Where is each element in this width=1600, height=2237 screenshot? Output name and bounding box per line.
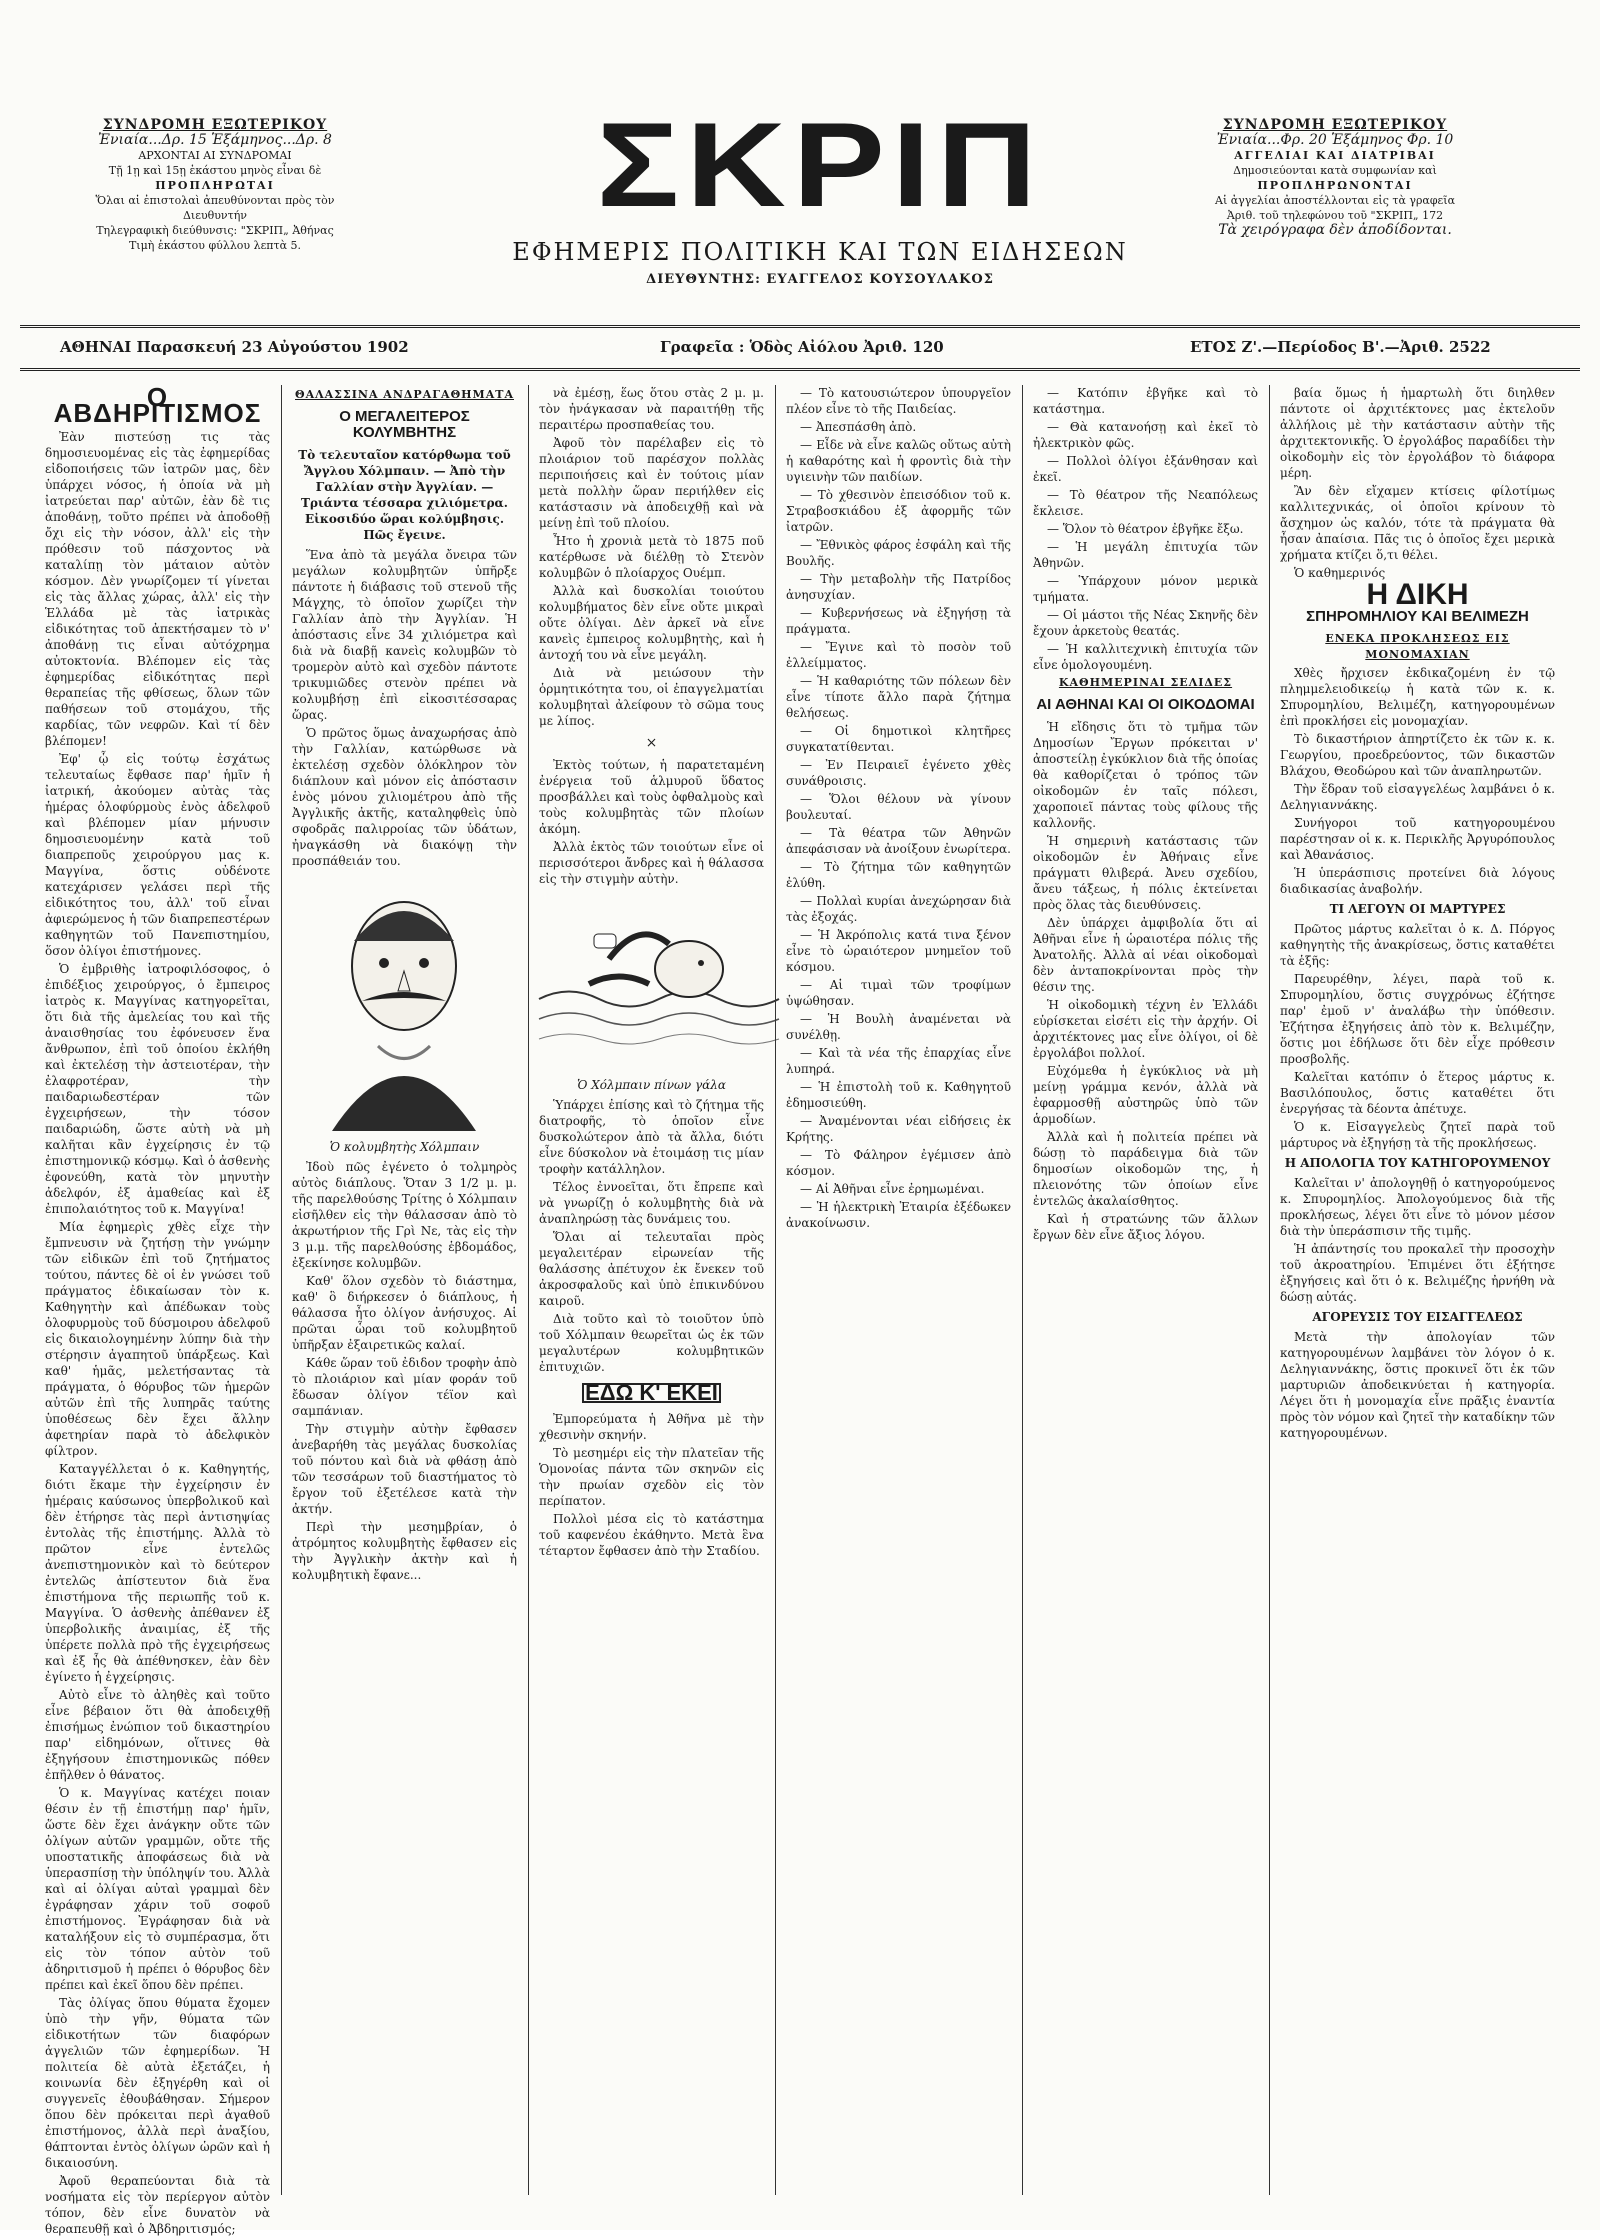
swimmer-illustration <box>539 889 764 1069</box>
c6-box-sub2: ΕΝΕΚΑ ΠΡΟΚΛΗΣΕΩΣ ΕΙΣ ΜΟΝΟΜΑΧΙΑΝ <box>1325 632 1510 661</box>
left-issue-price: Τιμὴ ἑκάστου φύλλου λεπτὰ 5. <box>128 239 302 252</box>
article-paragraph: Καὶ ἡ στρατώνης τῶν ἄλλων ἔργων δὲν εἶνε ἄξιος λόγου. <box>1033 1212 1258 1242</box>
article-paragraph: Καλεῖται κατόπιν ὁ ἕτερος μάρτυς κ. Βασιλόπουλος, ὅστις καταθέτει ὅτι ἐνεργήσας τὰ δέοντα ἀπέτυχε. <box>1280 1070 1555 1116</box>
swimmer-caption: Ὁ Χόλμπαιν πίνων γάλα <box>577 1078 726 1092</box>
article-paragraph: — Ἡ καλλιτεχνικὴ ἐπιτυχία τῶν εἶνε ὁμολογουμένη. <box>1033 642 1258 672</box>
column-3 <box>539 385 764 2195</box>
article-paragraph: Κάθε ὥραν τοῦ ἐδιδον τροφὴν ἀπὸ τὸ πλοιάριον καὶ μίαν φοράν τοῦ ἔδωσαν ὀλίγον τέϊον καὶ σαμπάνιαν. <box>292 1356 517 1418</box>
right-address-note: Αἱ ἀγγελίαι ἀποστέλλονται εἰς τὰ γραφεῖα <box>1215 194 1455 207</box>
article-paragraph: Χθὲς ἤρχισεν ἐκδικαζομένη ἐν τῷ πλημμελειοδικείῳ ἡ κατὰ τῶν κ. κ. Σπυρομηλίου, Βελιμέζη, κατηγορουμένων ἐπὶ προκλήσει εἰς μονομαχίαν. <box>1280 666 1555 728</box>
article-paragraph: Ἀλλὰ ἐκτὸς τῶν τοιούτων εἶνε οἱ περισσότεροι ἄνδρες καὶ ἡ θάλασσα εἰς τὴν στιγμὴν αὐτὴν. <box>539 840 764 886</box>
article-paragraph: Ὁ κ. Εἰσαγγελεὺς ζητεῖ παρὰ τοῦ μάρτυρος νὰ ἐξηγήσῃ τὰ τῆς προκλήσεως. <box>1280 1120 1555 1150</box>
article-paragraph: — Ἐν Πειραιεῖ ἐγένετο χθὲς συνάθροισις. <box>786 758 1011 788</box>
c4-body <box>786 385 1011 671</box>
article-paragraph: Εὐχόμεθα ἡ ἐγκύκλιος νὰ μὴ μείνῃ γράμμα κενόν, ἀλλὰ νὰ ἐφαρμοσθῇ αὐστηρῶς ὑπὸ τῶν ἁρμοδίων. <box>1033 1064 1258 1126</box>
portrait-caption: Ὁ κολυμβητὴς Χόλμπαιν <box>329 1140 480 1154</box>
c2-deck: Τὸ τελευταῖον κατόρθωμα τοῦ Ἄγγλου Χόλμπαιν. — Ἀπὸ τὴν Γαλλίαν στὴν Ἀγγλίαν. — Τριάντα τέσσαρα χιλιόμετρα. Εἰκοσιδύο ὥραι κολύμβησις. Πῶς ἔγεινε. <box>298 448 511 542</box>
article-paragraph: Ἦτο ἡ χρονιὰ μετὰ τὸ 1875 ποῦ κατέρθωσε νὰ διέλθῃ τὸ Στενὸν κολυμβῶν ὁ πλοίαρχος Ουέμπ. <box>539 534 764 580</box>
article-paragraph: Διὰ τοῦτο καὶ τὸ τοιοῦτον ὑπὸ τοῦ Χόλμπαιν θεωρεῖται ὡς ἐκ τῶν μεγαλυτέρων κολυμβητικῶν ἐπιτυχιῶν. <box>539 1312 764 1374</box>
article-paragraph: — Ὅλοι θέλουν νὰ γίνουν βουλευταί. <box>786 792 1011 822</box>
c6-body-2 <box>1280 665 1555 897</box>
article-paragraph: Ἡ οἰκοδομικὴ τέχνη ἐν Ἑλλάδι εὑρίσκεται εἰσέτι εἰς τὴν ἀρχήν. Οἱ ἀρχιτέκτονες μας εἶνε ὀλίγοι, οἱ δὲ ἐργολάβοι πολλοί. <box>1033 998 1258 1060</box>
c3-body-4 <box>539 1411 764 1559</box>
portrait-illustration <box>292 871 517 1131</box>
article-paragraph: — Ἡ Ἀκρόπολις κατά τινα ξένον εἶνε τὸ ὡραιότερον μνημεῖον τοῦ κόσμου. <box>786 928 1011 974</box>
c6-body <box>1280 385 1555 581</box>
right-phone: Ἀριθ. τοῦ τηλεφώνου τοῦ "ΣΚΡΙΠ„ 172 <box>1226 209 1444 222</box>
article-paragraph: Καλεῖται ν' ἀπολογηθῇ ὁ κατηγορούμενος κ. Σπυρομηλίος. Ἀπολογούμενος διὰ τῆς προκλήσεως, λέγει ὅτι εἶνε τὸ μόνον μέσον διὰ τὴν ὑπεράσπισιν τῆς τιμῆς. <box>1280 1176 1555 1238</box>
dateline <box>20 325 1580 371</box>
c2-body-2 <box>292 1159 517 1583</box>
section-title-box: ΕΔΩ Κ' ΕΚΕΙ <box>582 1383 721 1403</box>
article-paragraph: — Κατόπιν ἐβγῆκε καὶ τὸ κατάστημα. <box>1033 386 1258 416</box>
c2-kicker: ΘΑΛΑΣΣΙΝΑ ΑΝΔΡΑΓΑΘΗΜΑΤΑ <box>295 388 514 401</box>
article-paragraph: Μία ἐφημερὶς χθὲς εἶχε τὴν ἔμπνευσιν νὰ ζητήσῃ τὴν γνώμην τῶν εἰδικῶν ἐπὶ τοῦ ζητήματος τούτου, πάντες δὲ οἱ ἐν γνώσει τοῦ πράγματος ἐδικαίωσαν τὸν κ. Καθηγητὴν καὶ ἀπέδωκαν τοὺς ὀλοφυρμοὺς τοῦ δύσμοιρου ἀδελφοῦ εἰς δικαιολογημένην λύπην διὰ τὴν στέρησιν ἀγαπητοῦ ὑπάρξεως. Καὶ καθ' ἡμᾶς, μελετήσαντας τὰ πράγματα, ὁ θόρυβος τῶν ἡμερῶν αὐτῶν ἐπὶ τῆς λυπηρᾶς ταύτης ὑποθέσεως δὲν ἔχει ἄλλην ἀφετηρίαν παρὰ τὸ ἀδελφικὸν φίλτρον. <box>45 1220 270 1458</box>
left-subscription-start: Τῇ 1ῃ καὶ 15ῃ ἑκάστου μηνὸς εἶναι δὲ <box>108 164 322 177</box>
article-paragraph: — Τὸ θέατρον τῆς Νεαπόλεως ἔκλεισε. <box>1033 488 1258 518</box>
c1-headline: Ο ΑΒΔΗΡΙΤΙΣΜΟΣ <box>53 382 262 428</box>
article-paragraph: — Κυβερνήσεως νὰ ἐξηγήσῃ τὰ πράγματα. <box>786 606 1011 636</box>
article-paragraph: — Αἱ τιμαὶ τῶν τροφίμων ὑψώθησαν. <box>786 978 1011 1008</box>
c5-body-2 <box>1033 719 1258 1243</box>
article-paragraph: Τὸ δικαστήριον ἀπηρτίζετο ἐκ τῶν κ. κ. Γεωργίου, προεδρεύοντος, τῶν δικαστῶν Βλάχου, Θεοδώρου καὶ τῶν ἀναπληρωτῶν. <box>1280 732 1555 778</box>
newspaper-subtitle: ΕΦΗΜΕΡΙΣ ΠΟΛΙΤΙΚΗ ΚΑΙ ΤΩΝ ΕΙΔΗΣΕΩΝ <box>512 238 1128 266</box>
article-paragraph: Ἡ ἀπάντησίς του προκαλεῖ τὴν προσοχὴν τοῦ ἀκροατηρίου. Ἐπιμένει ὅτι ἐξήτησε ἐξηγήσεις καὶ ὅτι ὁ κ. Βελιμέζης ἠρνήθη νὰ δώσῃ αὐτάς. <box>1280 1242 1555 1304</box>
c6-body-4 <box>1280 1175 1555 1305</box>
c6-subhead-3: ΑΓΟΡΕΥΣΙΣ ΤΟΥ ΕΙΣΑΓΓΕΛΕΩΣ <box>1312 1310 1523 1324</box>
dateline-offices: Γραφεῖα : Ὁδὸς Αἰόλου Ἀριθ. 120 <box>660 338 944 356</box>
article-paragraph: Ἡ ὑπεράσπισις προτείνει διὰ λόγους διαδικασίας ἀναβολήν. <box>1280 866 1555 896</box>
c5-kicker: ΚΑΘΗΜΕΡΙΝΑΙ ΣΕΛΙΔΕΣ <box>1058 676 1233 689</box>
article-paragraph: Ἂν δὲν εἴχαμεν κτίσεις φίλοτίμως καλλιτεχνικάς, οἱ ὁποῖοι κρίνουν τὸ ἄσχημον ὡς καλόν, τότε τὰ πράγματα θὰ ἦσαν ἀπαίσια. Πᾶς τις ὁ ὁποῖος ἔχει μερικὰ χρήματα κτίζει ὅ,τι θέλει. <box>1280 484 1555 562</box>
article-paragraph: — Ἀπεσπάσθη ἀπὸ. <box>800 420 917 434</box>
article-paragraph: — Ἀναμένονται νέαι εἰδήσεις ἐκ Κρήτης. <box>786 1114 1011 1144</box>
article-paragraph: Ὑπάρχει ἐπίσης καὶ τὸ ζήτημα τῆς διατροφῆς, τὸ ὁποῖον εἶνε δυσκολώτερον ἀπὸ τὰ ἄλλα, διότι εἶνε δύσκολον νὰ ἐτοιμάσῃ τις μίαν τροφὴν κατάλληλον. <box>539 1098 764 1176</box>
c2-headline: Ο ΜΕΓΑΛΕΙΤΕΡΟΣ ΚΟΛΥΜΒΗΤΗΣ <box>339 408 470 441</box>
left-subscription-head: ΣΥΝΔΡΟΜΗ ΕΞΩΤΕΡΙΚΟΥ <box>102 117 328 133</box>
left-prepaid: ΠΡΟΠΛΗΡΩΤΑΙ <box>155 179 275 192</box>
column-1 <box>45 382 270 2236</box>
article-paragraph: — Ἡ μεγάλη ἐπιτυχία τῶν Ἀθηνῶν. <box>1033 540 1258 570</box>
article-paragraph: Ἐὰν πιστεύσῃ τις τὰς δημοσιευομένας εἰς τὰς ἐφημερίδας εἰδοποιήσεις τῶν ἰατρῶν μας, δὲν ὑπάρχει νόσος, ἡ ὁποία νὰ μὴ ἰατρεύεται παρ' αὐτῶν, ἐὰν δὲ τις ἀποθάνῃ, τοῦτο πρέπει νὰ ἀποδοθῇ ὄχι εἰς τὴν νόσον, ἀλλ' εἰς τὴν πρόθεσιν τοῦ πάσχοντος νὰ καταλίπῃ τὸν μάταιον αὐτὸν κόσμον. Δὲν γνωρίζομεν τί γίνεται εἰς τὰς ἄλλας χώρας, ἀλλ' εἰς τὴν Ἑλλάδα μὲ τὰς ἰατρικὰς εἰδικότητας τοῦ ἀπεκτήσαμεν τὸ ν' ἀποθάνῃ τις εἶναι αὐτόχρημα αὐτοκτονία. Βλέπομεν εἰς τὰς ἐφημερίδας εἰδικότητας περὶ θεραπείας τῆς φθίσεως, ὅλων τῶν παθήσεων τοῦ στομάχου, τῆς καρδίας, τῶν νεφρῶν. Καὶ τί δὲν βλέπομεν! <box>45 430 270 748</box>
article-paragraph: Καθ' ὅλον σχεδὸν τὸ διάστημα, καθ' ὃ διήρκεσεν ὁ διάπλους, ἡ θάλασσα ἦτο ὀλίγον ἀνήσυχος. Αἱ πρῶται ὧραι τοῦ κολυμβητοῦ ὑπῆρξαν ἐξαιρετικῶς καλαί. <box>292 1274 517 1352</box>
article-paragraph: Ἀφοῦ θεραπεύονται διὰ τὰ νοσήματα εἰς τὸν περίεργον αὐτὸν τόπον, δὲν εἶνε δυνατὸν νὰ θεραπευθῇ καὶ ὁ Ἀβδηριτισμός; <box>45 2174 270 2236</box>
article-paragraph: Ἡ σημερινὴ κατάστασις τῶν οἰκοδομῶν ἐν Ἀθήναις εἶνε πράγματι θλιβερά. Ἀνευ σχεδίου, ἄνευ τάξεως, ἡ πόλις ἐκτείνεται πρὸς ὅλας τὰς διευθύνσεις. <box>1033 834 1258 912</box>
article-paragraph: — Ἔθνικὸς φάρος ἐσφάλη καὶ τῆς Βουλῆς. <box>786 538 1011 568</box>
newspaper-logo <box>490 98 1150 287</box>
article-paragraph: — Πολλοὶ ὀλίγοι ἐξάνθησαν καὶ ἐκεῖ. <box>1033 454 1258 484</box>
article-paragraph: Πρῶτος μάρτυς καλεῖται ὁ κ. Δ. Πόργος καθηγητὴς τῆς ἀνακρίσεως, ὅστις καταθέτει τὰ ἑξῆς: <box>1280 922 1555 968</box>
article-paragraph: — Θὰ κατανοήσῃ καὶ ἐκεῖ τὸ ἠλεκτρικὸν φῶς. <box>1033 420 1258 450</box>
column-2 <box>292 385 517 2195</box>
article-paragraph: — Ἡ ἡλεκτρικὴ Ἑταιρία ἐξέδωκεν ἀνακοίνωσιν. <box>786 1200 1011 1230</box>
left-subscription-box <box>65 118 365 253</box>
column-5 <box>1033 385 1258 2195</box>
article-paragraph: — Ἔγινε καὶ τὸ ποσὸν τοῦ ἐλλείμματος. <box>786 640 1011 670</box>
article-paragraph: Τὴν ἕδραν τοῦ εἰσαγγελέως λαμβάνει ὁ κ. Δεληγιαννάκης. <box>1280 782 1555 812</box>
article-paragraph: — Οἱ μάστοι τῆς Νέας Σκηνῆς δὲν ἔχουν ἀρκετοὺς θεατάς. <box>1033 608 1258 638</box>
left-subscription-note: ΑΡΧΟΝΤΑΙ ΑΙ ΣΥΝΔΡΟΜΑΙ <box>138 149 292 162</box>
article-paragraph: — Αἱ Ἀθῆναι εἶνε ἐρημωμέναι. <box>800 1182 985 1196</box>
right-subscription-box <box>1185 118 1485 238</box>
article-paragraph: Ὅλαι αἱ τελευταῖαι πρὸς μεγαλειτέραν εἰρωνείαν τῆς θαλάσσης ἀπέτυχον ἐκ ἔνεκεν τοῦ ἀκροσφαλοῦς καὶ ὑπὸ ἐπικινδύνου καιροῦ. <box>539 1230 764 1308</box>
article-paragraph: — Ἡ ἐπιστολὴ τοῦ κ. Καθηγητοῦ ἐδημοσιεύθη. <box>786 1080 1011 1110</box>
dateline-date: ΑΘΗΝΑΙ Παρασκευή 23 Αὐγούστου 1902 <box>60 338 409 356</box>
article-paragraph: Ὁ πρῶτος ὅμως ἀναχωρήσας ἀπὸ τὴν Γαλλίαν, κατώρθωσε νὰ ἐκτελέσῃ σχεδὸν ὁλόκληρον τὸν διάπλουν καὶ μόνον εἰς ἀπόστασιν ἑνὸς μόνου χιλιομέτρου ἀπὸ τῆς Ἀγγλικῆς ἀκτῆς, καταληφθεὶς ὑπὸ σφοδρᾶς παλιρροίας τῶν ὑδάτων, ἠναγκάσθη νὰ διακόψῃ τὴν προσπάθειάν του. <box>292 726 517 868</box>
c3-body <box>539 385 764 729</box>
article-paragraph: Ὁ κ. Μαγγίνας κατέχει ποιαν θέσιν ἐν τῇ ἐπιστήμῃ παρ' ἡμῖν, ὥστε δὲν ἔχει ἀνάγκην οὔτε τῶν ὀλίγων αὐτῶν γραμμῶν, οὔτε τῆς υποστατικῆς ἀποφάσεως διὰ νὰ ὑπερασπίσῃ τὴν ὑπόληψίν του. Ἀλλὰ καὶ αἱ ὀλίγαι αὐταὶ γραμμαὶ δὲν ἐγράφησαν χάριν τοῦ σοφοῦ ἐπιστήμονος. Ἐγράφησαν διὰ νὰ καταλήξουν εἰς τὸ συμπέρασμα, ὅτι εἰς τὸν τόπον αὐτὸν τοῦ ἀδηριτισμοῦ ἡ πρέπει ὁ θόρυβος δὲν πρέπει καὶ ἐκεῖ ὅπου δὲν πρέπει. <box>45 1786 270 1992</box>
article-paragraph: Ἰδοὺ πῶς ἐγένετο ὁ τολμηρὸς αὐτὸς διάπλους. Ὅταν 3 1/2 μ. μ. τῆς παρελθούσης Τρίτης ὁ Χόλμπαιν εἰσῆλθεν εἰς τὴν θάλασσαν ἀπὸ τὸ ἀκρωτήριον τῆς Γρὶ Νε, τὰς εἰς τὴν 3 μ.μ. τῆς παρελθούσης ἑβδομάδος, ἐξεκίνησε κολυμβῶν. <box>292 1160 517 1270</box>
left-subscription-prices: Ἐνιαία...Δρ. 15 Ἑξάμηνος...Δρ. 8 <box>98 132 332 148</box>
article-paragraph: Συνήγοροι τοῦ κατηγορουμένου παρέστησαν οἱ κ. κ. Περικλῆς Ἀργυρόπουλος καὶ Ἀθανάσιος. <box>1280 816 1555 862</box>
article-paragraph: Ἀλλὰ καὶ δυσκολίαι τοιούτου κολυμβήματος δὲν εἶνε οὔτε μικραὶ οὔτε ὀλίγαι. Δὲν ἀρκεῖ νὰ εἶνε κανεὶς ἐμπειρος κολυμβητὴς, καὶ ἡ ἀντοχή του νὰ εἶνε μεγάλη. <box>539 584 764 662</box>
article-paragraph: — Οἱ δημοτικοὶ κλητῆρες συγκατατίθενται. <box>786 724 1011 754</box>
c6-box-title: Η ΔΙΚΗ <box>1366 578 1469 611</box>
article-paragraph: Τὸ μεσημέρι εἰς τὴν πλατεῖαν τῆς Ὁμονοίας πάντα τῶν σκηνῶν εἰς τὴν πρωίαν σχεδὸν εἰς τὸν περίπατον. <box>539 1446 764 1508</box>
column-4 <box>786 385 1011 2195</box>
article-paragraph: Διὰ νὰ μειώσουν τὴν ὁρμητικότητα του, οἱ ἐπαγγελματίαι κολυμβηταὶ ἀλείφουν τὸ σῶμα τους με λίπος. <box>539 666 764 728</box>
right-subscription-head: ΣΥΝΔΡΟΜΗ ΕΞΩΤΕΡΙΚΟΥ <box>1222 117 1448 133</box>
article-paragraph: Καταγγέλλεται ὁ κ. Καθηγητής, διότι ἔκαμε τὴν ἐγχείρησιν ἐν ἡμέραις καύσωνος ὑπερβολικοῦ καὶ δὲν ἐτήρησε τὰς περὶ ἀντισηψίας ἐντολὰς τῆς ἐπιστήμης. Ἀλλὰ τὸ πρῶτον εἶνε ἐντελῶς ἀνεπιστημονικὸν καὶ τὸ δεύτερον ἐντελῶς ἀπίστευτον διὰ ἕνα ἐπιστήμονα τῆς περιωπῆς τοῦ κ. Μαγγίνα. Ὁ ἀσθενὴς ἀπέθανεν ἐξ ὑπερβολικῆς ἀναιμίας, ἐξ τῆς ὑπέρετε πολλὰ πρὸ τῆς ἐγχειρήσεως καὶ ἐξ ἧς θὰ ἀπέθνησκεν, ἐὰν δὲν ἐγίνετο ἡ ἐγχείρησις. <box>45 1462 270 1684</box>
c6-subhead: ΤΙ ΛΕΓΟΥΝ ΟΙ ΜΑΡΤΥΡΕΣ <box>1329 902 1506 916</box>
section-cross: × <box>645 735 658 751</box>
article-paragraph: — Εἶδε νὰ εἶνε καλῶς οὕτως αὐτὴ ἡ καθαρότης καὶ ἡ φροντὶς διὰ τὴν υγιεινὴν τῶν παιδίων. <box>786 438 1011 484</box>
c6-body-5 <box>1280 1329 1555 1441</box>
right-ads-head: ΑΓΓΕΛΙΑΙ ΚΑΙ ΔΙΑΤΡΙΒΑΙ <box>1234 149 1436 162</box>
article-paragraph: — Τὸ κατουσιώτερον ὑπουργεῖον πλέον εἶνε τὸ τῆς Παιδείας. <box>786 386 1011 416</box>
article-paragraph: βαία ὅμως ἡ ἡμαρτωλὴ ὅτι διηλθεν πάντοτε οἱ ἀρχιτέκτονες μας ἐκτελοῦν ἀλλήλοις μὲ τὴν κατάστασιν αὐτὴν τῆς ἀρχιτεκτονικῆς. Ὁ ἐργολάβος παραδίδει τὴν οἰκοδομὴν εἰς τὸν ἐργολάβον τὸ διάφορα μέρη. <box>1280 386 1555 480</box>
article-paragraph: — Πολλαὶ κυρίαι ἀνεχώρησαν διὰ τὰς ἐξοχάς. <box>786 894 1011 924</box>
article-paragraph: Ἐμπορεύματα ἡ Ἀθῆνα μὲ τὴν χθεσινὴν σκηνήν. <box>539 1412 764 1442</box>
article-paragraph: νὰ ἐμέσῃ, ἕως ὅτου στὰς 2 μ. μ. τὸν ἠνάγκασαν νὰ παραιτήθῃ τῆς περαιτέρω προσπαθείας του. <box>539 386 764 432</box>
c6-body-3 <box>1280 921 1555 1151</box>
c6-box-sub: ΣΠΗΡΟΜΗΛΙΟΥ ΚΑΙ ΒΕΛΙΜΕΖΗ <box>1306 608 1529 625</box>
c3-body-2 <box>539 757 764 887</box>
article-paragraph: Μετὰ τὴν ἀπολογίαν τῶν κατηγορουμένων λαμβάνει τὸν λόγον ὁ κ. Δεληγιαννάκης, ὅστις προκινεῖ ὅτι ἐκ τῶν μαρτυριῶν ἀποδεικνύεται ἡ κατηγορία. Λέγει ὅτι ἡ μονομαχία εἶνε πρᾶξις ἐναντία πρὸς τὸν νόμον καὶ ζητεῖ τὴν καταδίκην τῶν κατηγορουμένων. <box>1280 1330 1555 1440</box>
article-paragraph: Ὁ ἐμβριθὴς ἰατροφιλόσοφος, ὁ ἐπιδέξιος χειρούργος, ὁ ἔμπειρος ἰατρὸς κ. Μαγγίνας κατηγορεῖται, ὅτι διὰ τῆς ἀμελείας του καὶ τῆς ἀναισθησίας του ἐφόνευσεν ἕνα ἄνθρωπον, ἐπὶ τοῦ ὁποίου ἐκλήθη καὶ ἐκτελέσῃ τὴν ἀστειοτέραν, τὴν ἐλαφροτέραν, τὴν παιδαριωδεστέραν τῶν ἐγχειρήσεων, τὴν τόσον παιδαριώδη, ὥστε αὐτὴ νὰ μὴ καλῆται κἂν ἐγχείρησις ἐν τῷ ἐπιστημονικῷ κόσμῳ. Καὶ ὁ ἀσθενὴς ἐφονεύθη, κατὰ τὸν μηνυτὴν ἀδελφόν, ἐξ ἀμαθείας καὶ ἐξ ἐπιπολαιότητος τοῦ κ. Μαγγίνα! <box>45 962 270 1216</box>
newspaper-director: ΔΙΕΥΘΥΝΤΗΣ: ΕΥΑΓΓΕΛΟΣ ΚΟΥΣΟΥΛΑΚΟΣ <box>646 272 994 287</box>
article-paragraph: Ἀλλὰ καὶ ἡ πολιτεία πρέπει νὰ δώσῃ τὸ παράδειγμα διὰ τῶν δημοσίων οἰκοδομῶν της, ἡ πλειονότης τῶν ὁποίων εἶνε ἐντελῶς ἀκαλαίσθητος. <box>1033 1130 1258 1208</box>
article-paragraph: — Τὸ ζήτημα τῶν καθηγητῶν ἐλύθη. <box>786 860 1011 890</box>
c5-headline: ΑΙ ΑΘΗΝΑΙ ΚΑΙ ΟΙ ΟΙΚΟΔΟΜΑΙ <box>1036 696 1255 713</box>
left-telegraph: Τηλεγραφικὴ διεύθυνσις: "ΣΚΡΙΠ„ Ἀθήνας <box>96 224 334 237</box>
article-paragraph: — Ὑπάρχουν μόνον μερικὰ τμήματα. <box>1033 574 1258 604</box>
article-paragraph: Παρευρέθην, λέγει, παρὰ τοῦ κ. Σπυρομηλίου, ὅστις συγχρόνως ἐζήτησε παρ' ἐμοῦ ν' ἀναλάβω τὴν ὑπόθεσιν. Ἐζήτησα ἐξηγήσεις ἀπὸ τὸν κ. Βελιμέζην, ὅστις μοι ἐδήλωσε ὅτι δὲν εἶχε πρόθεσιν προσβολῆς. <box>1280 972 1555 1066</box>
article-paragraph: Τὴν στιγμὴν αὐτὴν ἔφθασεν ἀνεβαρήθη τὰς μεγάλας δυσκολίας τοῦ πόντου καὶ διὰ νὰ φθάσῃ ἀπὸ τῶν τεσσάρων τοῦ διαστήματος τὸ ἔργον τοῦ ἐξετέλεσε κατὰ τὴν ἀκτήν. <box>292 1422 517 1516</box>
right-subscription-prices: Ἐνιαία...Φρ. 20 Ἑξάμηνος Φρ. 10 <box>1216 132 1454 148</box>
masthead <box>20 70 1580 300</box>
column-rule <box>1269 385 1270 2195</box>
c6-subhead-2: Η ΑΠΟΛΟΓΙΑ ΤΟΥ ΚΑΤΗΓΟΡΟΥΜΕΝΟΥ <box>1284 1156 1551 1170</box>
c4-body-2 <box>786 673 1011 1043</box>
left-address-note: Ὅλαι αἱ ἐπιστολαὶ ἀπευθύνονται πρὸς τὸν Διευθυντήν <box>95 194 335 222</box>
column-rule <box>281 385 282 2195</box>
article-paragraph: Ἕνα ἀπὸ τὰ μεγάλα ὄνειρα τῶν μεγάλων κολυμβητῶν ὑπῆρξε πάντοτε ἡ διάβασις τοῦ στενοῦ τῆς Μάγχης, τὸ ὁποῖον χωρίζει τὴν Γαλλίαν ἀπὸ τὴν Ἀγγλίαν. Ἡ ἀπόστασις εἶνε 34 χιλιόμετρα καὶ διὰ νὰ διαβῇ κανεὶς κολυμβῶν τὸ τρομερὸν αὐτὸ καὶ σχεδὸν πάντοτε τρικυμιῶδες στενὸν πρέπει νὰ κολυμβήσῃ ἐπὶ εἰκοσιτέσσαρας ὥρας. <box>292 548 517 722</box>
newspaper-title: ΣΚΡΙΠ <box>596 98 1044 232</box>
dateline-issue: ΕΤΟΣ Ζ'.—Περίοδος Β'.—Ἀριθ. 2522 <box>1190 338 1491 356</box>
column-rule <box>1022 385 1023 2195</box>
column-rule <box>528 385 529 2195</box>
column-rule <box>775 385 776 2195</box>
article-paragraph: — Καὶ τὰ νέα τῆς ἐπαρχίας εἶνε λυπηρά. <box>786 1046 1011 1076</box>
article-paragraph: Ἐκτὸς τούτων, ἡ παρατεταμένη ἐνέργεια τοῦ ἁλμυροῦ ὕδατος προσβάλλει καὶ τοὺς ὀφθαλμοὺς καὶ τοὺς κολυμβητὰς τῶν πλοίων ἀκόμη. <box>539 758 764 836</box>
article-paragraph: Περὶ τὴν μεσημβρίαν, ὁ ἀτρόμητος κολυμβητὴς ἔφθασεν εἰς τὴν Ἀγγλικὴν ἀκτὴν καὶ ἡ κολυμβητικὴ ἔφανε... <box>292 1520 517 1582</box>
right-prepaid: ΠΡΟΠΛΗΡΩΝΟΝΤΑΙ <box>1257 179 1413 192</box>
article-paragraph: Ἡ εἴδησις ὅτι τὸ τμῆμα τῶν Δημοσίων Ἔργων πρόκειται ν' ἀποστείλῃ ἐγκύκλιον διὰ τῆς ὁποίας θὰ καθορίζεται ὁ τρόπος τῶν οἰκοδομῶν ἐν ταῖς πόλεσι, χαροποιεῖ πάντας τοὺς φίλους τῆς καλλονῆς. <box>1033 720 1258 830</box>
article-paragraph: Αὐτὸ εἶνε τὸ ἀληθὲς καὶ τοῦτο εἶνε βέβαιον ὅτι θὰ ἀποδειχθῇ ἐπισήμως ἐνώπιον τοῦ δικαστηρίου παρ' εἰδημόνων, οἵτινες θὰ ἐξηγήσουν ἐπιστημονικῶς πόθεν ἐπῆλθεν ὁ θάνατος. <box>45 1688 270 1782</box>
article-paragraph: Τὰς ὀλίγας ὅπου θύματα ἔχομεν ὑπὸ τὴν γῆν, θύματα τῶν εἰδικοτήτων τῶν διαφόρων ἀγγελιῶν τῶν ἐφημερίδων. Ἡ πολιτεία δὲ αὐτὰ ἐξετάζει, ἡ κοινωνία δὲν ἐξηγέρθη καὶ οἱ συγγενεῖς ἐθουβάθησαν. Σήμερον ὅπου δὲν πρόκειται περὶ ἀγαθοῦ ἐπιστήμονος, ἀλλὰ περὶ ἀναξίου, θάπτονται ἐντὸς ὀλίγων ὡρῶν καὶ ἡ δικαιοσύνη. <box>45 1996 270 2170</box>
article-paragraph: — Τὰ θέατρα τῶν Ἀθηνῶν ἀπεφάσισαν νὰ ἀνοίξουν ἐνωρίτερα. <box>786 826 1011 856</box>
article-paragraph: Τέλος ἐννοεῖται, ὅτι ἔπρεπε καὶ νὰ γνωρίζῃ ὁ κολυμβητὴς διὰ νὰ ἀναπληρώσῃ τὰς δυνάμεις του. <box>539 1180 764 1226</box>
article-paragraph: — Τὸ Φάληρον ἐγέμισεν ἀπὸ κόσμον. <box>786 1148 1011 1178</box>
article-paragraph: — Τὸ χθεσινὸν ἐπεισόδιον τοῦ κ. Στραβοσκιάδου ἐξ ἀφορμῆς τῶν ἰατρῶν. <box>786 488 1011 534</box>
right-ads-note: Δημοσιεύονται κατὰ συμφωνίαν καὶ <box>1233 164 1437 177</box>
article-paragraph: Πολλοὶ μέσα εἰς τὸ κατάστημα τοῦ καφενέου ἐκάθηντο. Μετὰ ἓνα τέταρτον ἔφθασεν ἀπὸ τὴν Σταδίου. <box>539 1512 764 1558</box>
column-6 <box>1280 385 1555 2195</box>
article-paragraph: Δὲν ὑπάρχει ἀμφιβολία ὅτι αἱ Ἀθῆναι εἶνε ἡ ὡραιοτέρα πόλις τῆς Ἀνατολῆς. Ἀλλὰ αἱ νέαι οἰκοδομαὶ δὲν ἀνταποκρίνονται πρὸς τὴν θέσιν της. <box>1033 916 1258 994</box>
c5-body <box>1033 385 1258 673</box>
article-paragraph: Ὁ καθημερινός <box>1294 566 1386 580</box>
c2-body <box>292 547 517 869</box>
article-paragraph: — Ἡ Βουλὴ ἀναμένεται νὰ συνέλθῃ. <box>786 1012 1011 1042</box>
article-paragraph: Ἀφοῦ τὸν παρέλαβεν εἰς τὸ πλοιάριον τοῦ παρέσχον πολλὰς περιποιήσεις καὶ ἐν τούτοις μίαν μετὰ πολλὴν ὥραν περιήλθεν εἰς κατάστασιν νὰ ἀποδειχθῇ καὶ νὰ μείνῃ ἐπὶ τοῦ πλοίου. <box>539 436 764 530</box>
article-paragraph: — Ὅλον τὸ θέατρον ἐβγῆκε ἔξω. <box>1047 522 1244 536</box>
right-manuscripts: Τὰ χειρόγραφα δὲν ἀποδίδονται. <box>1218 222 1452 238</box>
c4-body-3 <box>786 1045 1011 1231</box>
c3-body-3 <box>539 1097 764 1375</box>
c1-body <box>45 429 270 2237</box>
article-paragraph: — Ἡ καθαριότης τῶν πόλεων δὲν εἶνε τίποτε ἄλλο παρὰ ζήτημα θελήσεως. <box>786 674 1011 720</box>
article-paragraph: — Τὴν μεταβολὴν τῆς Πατρίδος ἀνησυχίαν. <box>786 572 1011 602</box>
article-paragraph: Ἐφ' ᾧ εἰς τούτῳ ἐσχάτως τελευταίως ἔφθασε παρ' ἡμῖν ἡ ἰατρική, ἀκούομεν αὐτὰς τὰς ἡμέρας ὁλοφύρμοὺς ἐνὸς ἀδελφοῦ καὶ βλέπομεν μίαν μήνυσιν δημοσιευομένην κατὰ τοῦ διαπρεποῦς χειρούργου μας κ. Μαγγίνα, ὅστις οὐδένοτε κατεχάρισεν γελάσει περὶ τῆς εἰδικότητος του, ἀλλ' τοῦ εἶναι ἀφιερώμενος ἡ τῶν διαπρεπεστέρων καθηγητῶν τοῦ Πανεπιστημίου, ὅσον ὀλίγοι ἐπιστήμονες. <box>45 752 270 958</box>
